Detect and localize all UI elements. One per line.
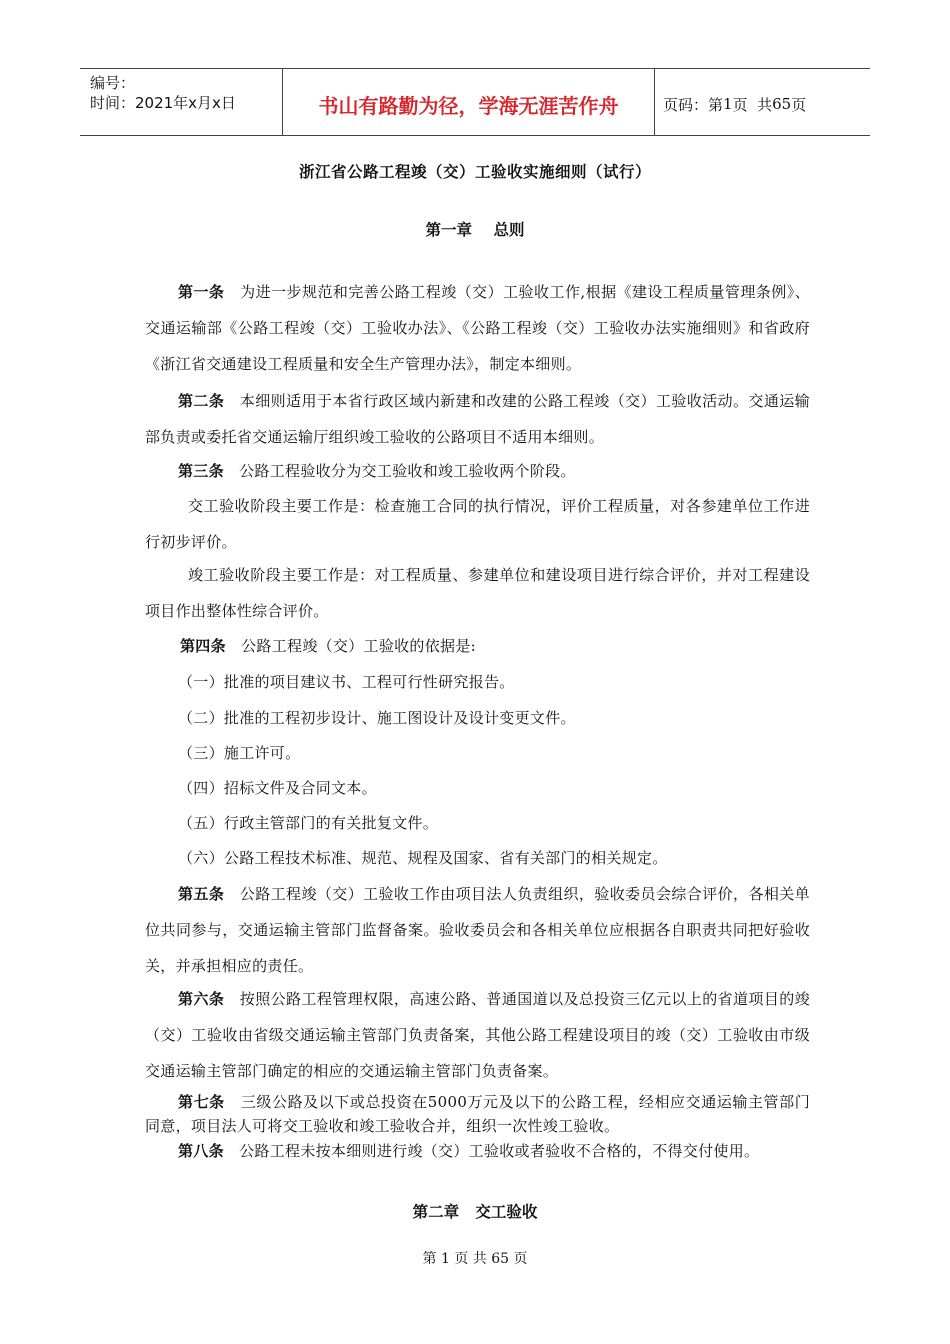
article-5-label: 第五条 — [178, 885, 225, 903]
article-6 — [145, 981, 810, 1089]
article-4 — [145, 628, 810, 664]
article-8-label: 第八条 — [178, 1142, 224, 1160]
page-footer — [0, 1248, 950, 1268]
header-meta — [80, 69, 282, 135]
article-7-text: 三级公路及以下或总投资在5000万元及以下的公路工程，经相应交通运输主管部门同意，项目法人可将交工验收和竣工验收合并，组织一次性竣工验收。 — [145, 1093, 810, 1135]
basis-item-1: （一）批准的项目建议书、工程可行性研究报告。 — [178, 673, 515, 691]
page-header — [80, 68, 870, 136]
basis-item-5: （五）行政主管部门的有关批复文件。 — [178, 814, 439, 832]
article-4-text: 公路工程竣（交）工验收的依据是: — [241, 637, 476, 655]
chapter-1-label: 第一章 — [425, 220, 472, 239]
basis-item-2: （二）批准的工程初步设计、施工图设计及设计变更文件。 — [178, 709, 576, 727]
document-title: 浙江省公路工程竣（交）工验收实施细则（试行） — [298, 162, 651, 181]
chapter-2-label: 第二章 — [412, 1202, 460, 1221]
article-3-text: 公路工程验收分为交工验收和竣工验收两个阶段。 — [239, 462, 576, 480]
chapter-1-name: 总则 — [493, 220, 525, 239]
basis-item-3: （三）施工许可。 — [178, 744, 301, 762]
page-number: 1 — [723, 95, 733, 113]
basis-item-6: （六）公路工程技术标准、规范、规程及国家、省有关部门的相关规定。 — [178, 849, 668, 867]
header-page-info — [655, 69, 870, 135]
article-3-paragraph-2: 竣工验收阶段主要工作是：对工程质量、参建单位和建设项目进行综合评价，并对工程建设项目作出整体性综合评价。 — [145, 566, 810, 620]
page-mid: 页 共 — [732, 95, 773, 114]
article-4-label: 第四条 — [180, 637, 226, 655]
article-5 — [145, 876, 810, 984]
footer-page-number: 1 — [440, 1251, 450, 1267]
article-1-label: 第一条 — [178, 283, 225, 301]
page-suffix: 页 — [791, 95, 807, 114]
footer-total: 65 — [491, 1251, 510, 1267]
article-2-text: 本细则适用于本省行政区域内新建和改建的公路工程竣（交）工验收活动。交通运输部负责或委托省交通运输厅组织竣工验收的公路项目不适用本细则。 — [145, 392, 810, 446]
article-1-text: 为进一步规范和完善公路工程竣（交）工验收工作,根据《建设工程质量管理条例》、交通运输部《公路工程竣（交）工验收办法》、《公路工程竣（交）工验收办法实施细则》和省政府《浙江省交通建设工程质量和安全生产管理办法》，制定本细则。 — [145, 283, 810, 373]
article-8 — [145, 1139, 810, 1163]
article-2-label: 第二条 — [178, 392, 225, 410]
chapter-1-heading — [0, 218, 950, 240]
article-3 — [145, 453, 810, 489]
basis-item-4: （四）招标文件及合同文本。 — [178, 779, 377, 797]
chapter-2-heading — [0, 1200, 950, 1222]
article-3-label: 第三条 — [178, 462, 224, 480]
document-time: 时间：2021年x月x日 — [90, 94, 236, 112]
article-3-paragraph-1: 交工验收阶段主要工作是：检查施工合同的执行情况，评价工程质量，对各参建单位工作进行初步评价。 — [145, 497, 810, 551]
footer-prefix: 第 — [422, 1251, 437, 1267]
footer-mid: 页 共 — [454, 1251, 487, 1267]
article-7 — [145, 1090, 810, 1138]
article-7-label: 第七条 — [178, 1093, 225, 1111]
article-5-text: 公路工程竣（交）工验收工作由项目法人负责组织，验收委员会综合评价，各相关单位共同参与，交通运输主管部门监督备案。验收委员会和各相关单位应根据各自职责共同把好验收关，并承担相应的责任。 — [145, 885, 810, 975]
article-2 — [145, 383, 810, 455]
page-prefix: 页码：第 — [663, 95, 724, 114]
footer-suffix: 页 — [513, 1251, 528, 1267]
article-6-text: 按照公路工程管理权限，高速公路、普通国道以及总投资三亿元以上的省道项目的竣（交）工验收由省级交通运输主管部门负责备案，其他公路工程建设项目的竣（交）工验收由市级交通运输主管部门确定的相应的交通运输主管部门负责备案。 — [145, 990, 810, 1080]
page-total: 65 — [772, 95, 792, 113]
header-slogan: 书山有路勤为径，学海无涯苦作舟 — [282, 69, 655, 135]
article-8-text: 公路工程未按本细则进行竣（交）工验收或者验收不合格的，不得交付使用。 — [239, 1142, 760, 1160]
document-number-label: 编号： — [90, 74, 136, 92]
article-1 — [145, 274, 810, 382]
chapter-2-name: 交工验收 — [475, 1202, 538, 1221]
article-6-label: 第六条 — [178, 990, 225, 1008]
